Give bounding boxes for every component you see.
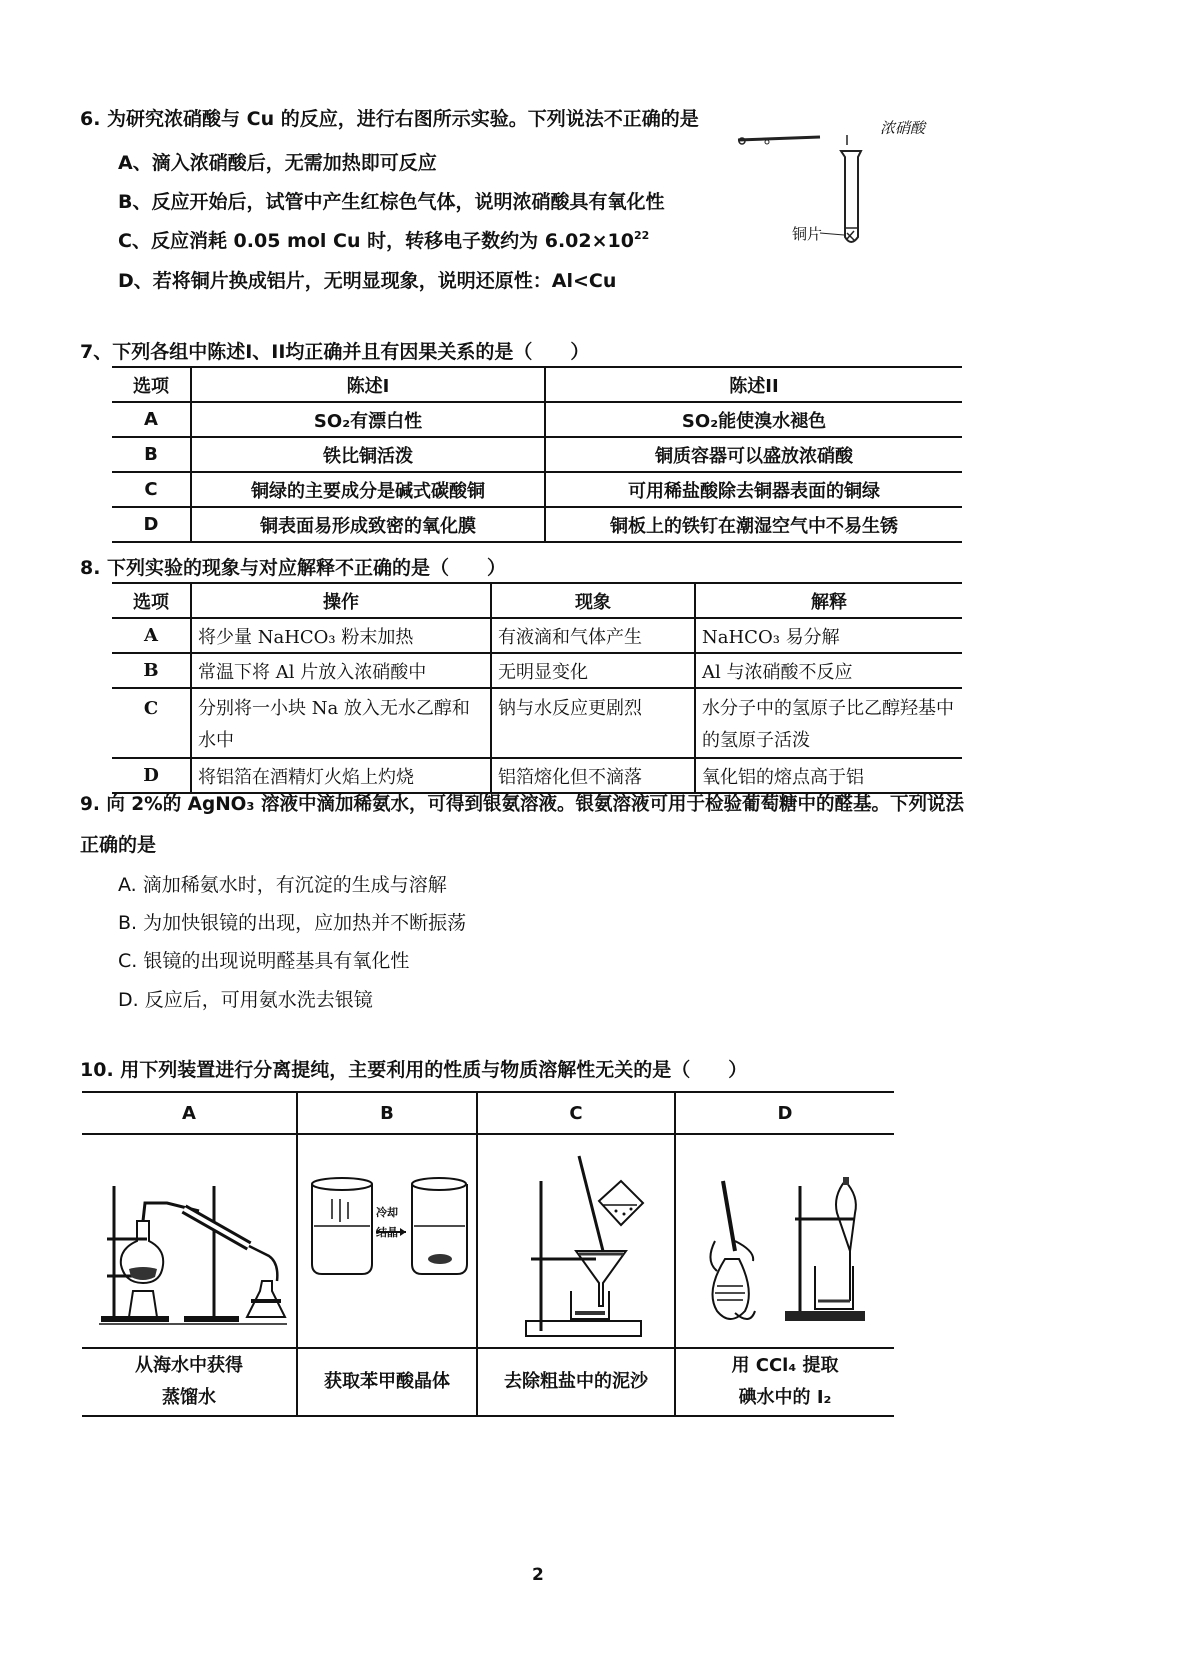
q6-option-d: D、若将铜片换成铝片，无明显现象，说明还原性：Al<Cu [118,270,617,292]
caption-d-line-2: 碘水中的 I₂ [738,1387,832,1408]
page-number: 2 [532,1565,544,1585]
table-row [112,758,962,793]
caption-c-line-1: 去除粗盐中的泥沙 [504,1371,648,1392]
label-crystallization: 结晶 [376,1226,398,1239]
header-explanation: 解释 [695,583,962,618]
q10-table [82,1091,894,1417]
row-statement-2: 可用稀盐酸除去铜器表面的铜绿 [545,472,962,507]
row-statement-1: 铁比铜活泼 [191,437,545,472]
distillation-apparatus-icon [89,1141,289,1341]
q6-option-b: B、反应开始后，试管中产生红棕色气体，说明浓硝酸具有氧化性 [118,191,665,213]
table-row [112,618,962,653]
caption-a-line-1: 从海水中获得 [135,1355,243,1376]
table-header-row [82,1092,894,1134]
table-row [112,437,962,472]
caption-b-line-1: 获取苯甲酸晶体 [324,1371,450,1392]
q7-table [112,366,962,543]
q6-option-a: A、滴入浓硝酸后，无需加热即可反应 [118,152,437,174]
row-statement-1: SO₂有漂白性 [191,402,545,437]
q9-stem-line-2: 正确的是 [80,834,157,856]
q6-option-c-text: C、反应消耗 0.05 mol Cu 时，转移电子数约为 6.02×10 [118,230,634,252]
row-operation: 将铝箔在酒精灯火焰上灼烧 [191,758,491,793]
q10-stem: 10. 用下列装置进行分离提纯，主要利用的性质与物质溶解性无关的是（ ） [80,1059,748,1081]
row-option: C [112,472,191,507]
row-phenomenon: 铝箔熔化但不滴落 [491,758,695,793]
test-tube-drawing [730,115,960,255]
figure-crystallization [297,1134,477,1348]
table-row [112,507,962,542]
caption-a-line-2: 蒸馏水 [162,1387,216,1408]
table-row [112,472,962,507]
row-operation: 常温下将 Al 片放入浓硝酸中 [191,653,491,688]
row-explanation: NaHCO₃ 易分解 [695,618,962,653]
figure-filtration [477,1134,675,1348]
row-option: B [112,437,191,472]
row-phenomenon: 无明显变化 [491,653,695,688]
figure-row [82,1134,894,1348]
row-option: B [112,653,191,688]
q9-option-d: D. 反应后，可用氨水洗去银镜 [118,989,373,1011]
row-statement-2: 铜质容器可以盛放浓硝酸 [545,437,962,472]
header-b: B [297,1092,477,1134]
row-option: A [112,618,191,653]
header-statement-2: 陈述II [545,367,962,402]
row-option: D [112,507,191,542]
label-cooling: 冷却 [376,1206,398,1219]
row-option: D [112,758,191,793]
caption-a [82,1348,297,1416]
figure-distillation [82,1134,297,1348]
table-row [112,653,962,688]
q9-stem-line-1: 9. 向 2%的 AgNO₃ 溶液中滴加稀氨水，可得到银氨溶液。银氨溶液可用于检验葡萄糖中的醛基。下列说法 [80,794,964,815]
table-row [112,402,962,437]
row-statement-1: 铜绿的主要成分是碱式碳酸铜 [191,472,545,507]
table-row [112,688,962,758]
cooling-crystallization-label [298,1206,476,1240]
q8-stem: 8. 下列实验的现象与对应解释不正确的是（ ） [80,557,507,579]
row-explanation: 水分子中的氢原子比乙醇羟基中的氢原子活泼 [695,688,962,758]
filtration-apparatus-icon [491,1141,661,1341]
q6-stem: 6. 为研究浓硝酸与 Cu 的反应，进行右图所示实验。下列说法不正确的是 [80,108,699,130]
table-header-row [112,367,962,402]
label-copper-sheet: 铜片 [792,225,823,243]
extraction-separatory-funnel-icon [695,1141,875,1341]
header-a: A [82,1092,297,1134]
row-statement-2: 铜板上的铁钉在潮湿空气中不易生锈 [545,507,962,542]
caption-b [297,1348,477,1416]
q6-apparatus-figure [730,115,960,255]
row-statement-2: SO₂能使溴水褪色 [545,402,962,437]
caption-d [675,1348,894,1416]
caption-c [477,1348,675,1416]
q8-table [112,582,962,794]
row-explanation: 氧化铝的熔点高于铝 [695,758,962,793]
caption-d-line-1: 用 CCl₄ 提取 [731,1355,839,1376]
caption-row [82,1348,894,1416]
label-concentrated-nitric-acid: 浓硝酸 [880,119,926,137]
header-option: 选项 [112,583,191,618]
q9-option-c: C. 银镜的出现说明醛基具有氧化性 [118,950,410,972]
q9-option-a: A. 滴加稀氨水时，有沉淀的生成与溶解 [118,874,447,896]
table-header-row [112,583,962,618]
figure-extraction [675,1134,894,1348]
row-operation: 将少量 NaHCO₃ 粉末加热 [191,618,491,653]
header-operation: 操作 [191,583,491,618]
q7-stem: 7、下列各组中陈述I、II均正确并且有因果关系的是（ ） [80,341,590,363]
q6-option-c-exponent: 22 [633,229,650,242]
row-statement-1: 铜表面易形成致密的氧化膜 [191,507,545,542]
row-phenomenon: 有液滴和气体产生 [491,618,695,653]
header-d: D [675,1092,894,1134]
header-option: 选项 [112,367,191,402]
row-operation: 分别将一小块 Na 放入无水乙醇和水中 [191,688,491,758]
row-option: C [112,688,191,758]
header-statement-1: 陈述I [191,367,545,402]
row-explanation: Al 与浓硝酸不反应 [695,653,962,688]
header-c: C [477,1092,675,1134]
q6-option-c [118,226,649,253]
row-phenomenon: 钠与水反应更剧烈 [491,688,695,758]
row-option: A [112,402,191,437]
header-phenomenon: 现象 [491,583,695,618]
q9-option-b: B. 为加快银镜的出现，应加热并不断振荡 [118,912,467,934]
